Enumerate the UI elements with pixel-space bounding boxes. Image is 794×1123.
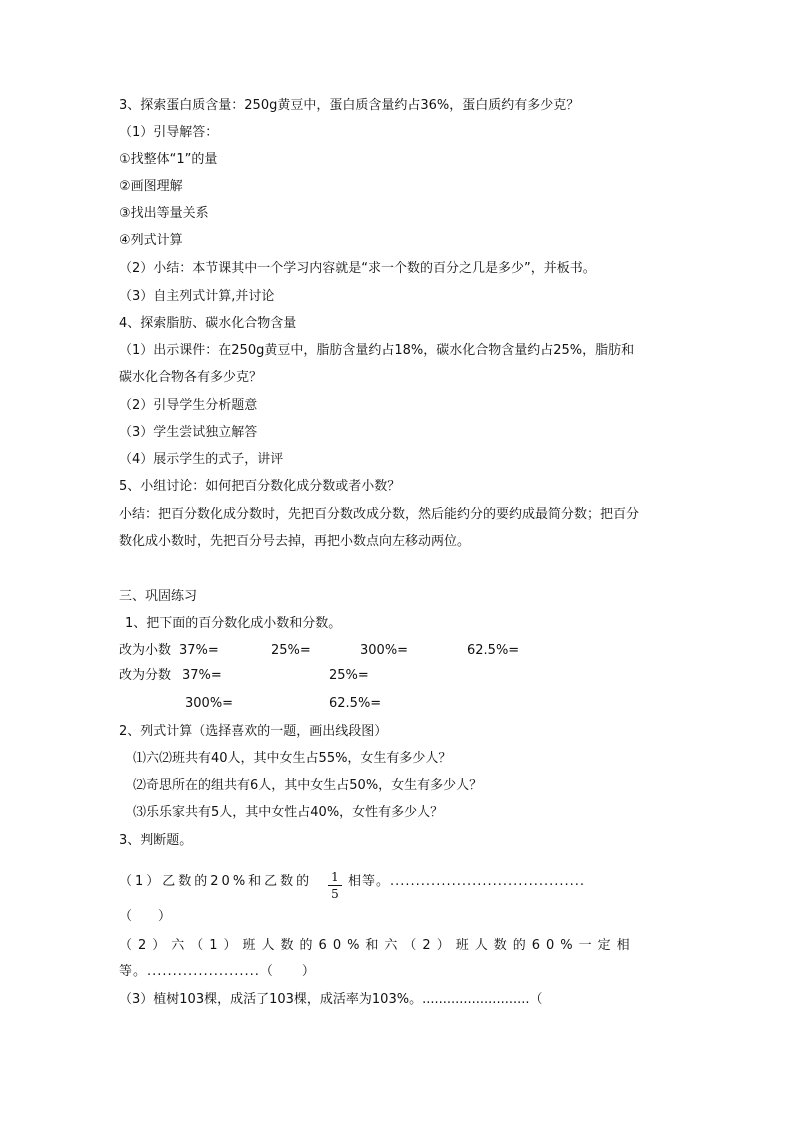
- q1-decimal-2: 25%=: [271, 643, 311, 658]
- section-4-p4: （4）展示学生的式子，讲评: [119, 452, 284, 467]
- section-3-summary: （2）小结：本节课其中一个学习内容就是“求一个数的百分之几是多少”，并板书。: [119, 261, 596, 276]
- section-3-step-1: ①找整体“1”的量: [119, 152, 218, 167]
- q1-fraction-2: 25%=: [329, 668, 369, 683]
- section-3-step-4: ④列式计算: [119, 233, 183, 248]
- q3-item-2-line2: 等。......................（ ）: [119, 964, 316, 979]
- q3-title: 3、判断题。: [119, 833, 193, 848]
- q1-decimal-label: 改为小数: [119, 643, 172, 658]
- q1-fraction-label: 改为分数: [119, 668, 172, 683]
- q3-fraction-denominator: 5: [331, 887, 339, 901]
- q1-decimal-1: 37%=: [179, 643, 219, 658]
- section-5-title: 5、小组讨论：如何把百分数化成分数或者小数？: [119, 479, 401, 494]
- section-4-p2: （2）引导学生分析题意: [119, 398, 258, 413]
- section-3-step-3: ③找出等量关系: [119, 206, 209, 221]
- q3-fraction-numerator: 1: [331, 870, 339, 884]
- section-3-step-intro: （1）引导解答：: [119, 125, 219, 140]
- section-4-p1-line1: （1）出示课件：在250g黄豆中，脂肪含量约占18%，碳水化合物含量约占25%，脂肪和: [119, 343, 635, 358]
- section-5-summary-line1: 小结：把百分数化成分数时，先把百分数改成分数，然后能约分的要约成最简分数；把百分: [119, 507, 640, 522]
- q2-item-1: ⑴六⑵班共有40人，其中女生占55%，女生有多少人？: [133, 751, 452, 766]
- section-4-p1-line2: 碳水化合物各有多少克？: [119, 370, 263, 385]
- q3-item-1-answer: （ ）: [119, 909, 172, 924]
- q1-decimal-row: [119, 641, 520, 661]
- q1-title: 1、把下面的百分数化成小数和分数。: [125, 616, 342, 631]
- section-3-discuss: （3）自主列式计算,并讨论: [119, 289, 275, 304]
- section-4-title: 4、探索脂肪、碳水化合物含量: [119, 316, 297, 331]
- section-4-p3: （3）学生尝试独立解答: [119, 425, 258, 440]
- q1-fraction-row: [119, 666, 369, 686]
- q3-item-3: （3）植树103棵，成活了103棵，成活率为103%。..........................（: [119, 992, 543, 1007]
- q3-item-2-line1: （2）六（1）班人数的60%和六（2）班人数的60%一定相: [119, 938, 636, 953]
- q3-fraction-bar: [328, 885, 342, 886]
- q1-decimal-3: 300%=: [360, 643, 409, 658]
- q1-decimal-4: 62.5%=: [467, 643, 520, 658]
- q1-fraction-3: 300%=: [185, 696, 234, 711]
- section-3-step-2: ②画图理解: [119, 179, 183, 194]
- q3-item-1-tail: 相等。......................................: [348, 874, 586, 889]
- q2-item-3: ⑶乐乐家共有5人，其中女性占40%，女性有多少人？: [133, 805, 444, 820]
- q1-fraction-4: 62.5%=: [329, 696, 382, 711]
- q3-fraction: [328, 870, 342, 901]
- q1-fraction-1: 37%=: [182, 668, 222, 683]
- q2-item-2: ⑵奇思所在的组共有6人，其中女生占50%，女生有多少人？: [133, 778, 483, 793]
- section-5-summary-line2: 数化成小数时，先把百分号去掉，再把小数点向左移动两位。: [119, 534, 471, 549]
- practice-heading: 三、巩固练习: [119, 589, 198, 604]
- section-3-title: 3、探索蛋白质含量：250g黄豆中，蛋白质含量约占36%，蛋白质约有多少克？: [119, 98, 580, 113]
- q2-title: 2、列式计算（选择喜欢的一题，画出线段图）: [119, 724, 388, 739]
- q3-item-1-lead: （1）乙数的20%和乙数的: [119, 874, 313, 889]
